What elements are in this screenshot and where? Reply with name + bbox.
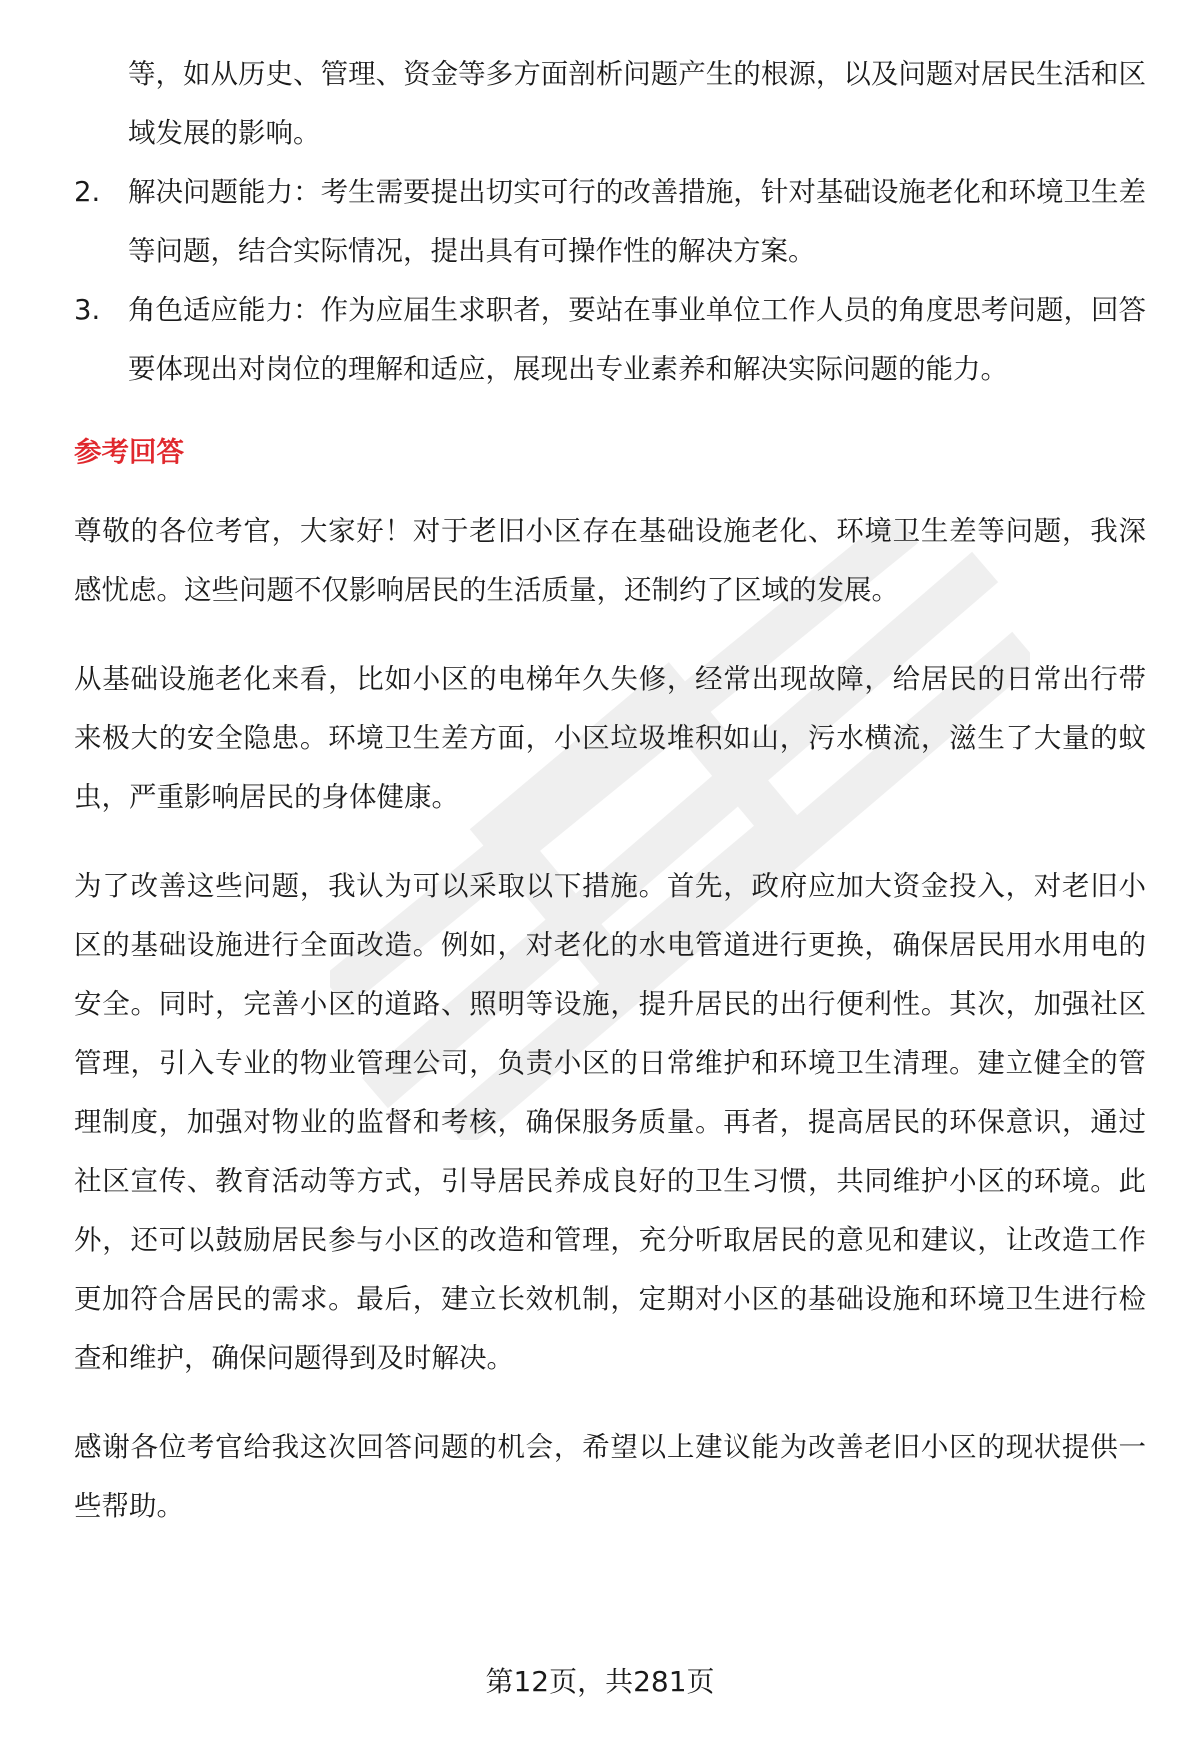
answer-paragraph: 感谢各位考官给我这次回答问题的机会，希望以上建议能为改善老旧小区的现状提供一些帮助。 (74, 1431, 1146, 1522)
answer-paragraph: 从基础设施老化来看，比如小区的电梯年久失修，经常出现故障，给居民的日常出行带来极大的安全隐患。环境卫生差方面，小区垃圾堆积如山，污水横流，滋生了大量的蚊虫，严重影响居民的身体健康。 (74, 663, 1146, 813)
list-number: 3. (74, 294, 101, 326)
section-heading: 参考回答 (74, 436, 184, 468)
intro-continuation: 等，如从历史、管理、资金等多方面剖析问题产生的根源，以及问题对居民生活和区域发展的影响。 (128, 58, 1146, 149)
list-number: 2. (74, 176, 101, 208)
list-text: 解决问题能力：考生需要提出切实可行的改善措施，针对基础设施老化和环境卫生差等问题，结合实际情况，提出具有可操作性的解决方案。 (128, 176, 1146, 267)
answer-paragraph: 为了改善这些问题，我认为可以采取以下措施。首先，政府应加大资金投入，对老旧小区的基础设施进行全面改造。例如，对老化的水电管道进行更换，确保居民用水用电的安全。同时，完善小区的道路、照明等设施，提升居民的出行便利性。其次，加强社区管理，引入专业的物业管理公司，负责小区的日常维护和环境卫生清理。建立健全的管理制度，加强对物业的监督和考核，确保服务质量。再者，提高居民的环保意识，通过社区宣传、教育活动等方式，引导居民养成良好的卫生习惯，共同维护小区的环境。此外，还可以鼓励居民参与小区的改造和管理，充分听取居民的意见和建议，让改造工作更加符合居民的需求。最后，建立长效机制，定期对小区的基础设施和环境卫生进行检查和维护，确保问题得到及时解决。 (74, 870, 1146, 1374)
list-item (74, 163, 1146, 281)
list-text: 角色适应能力：作为应届生求职者，要站在事业单位工作人员的角度思考问题，回答要体现出对岗位的理解和适应，展现出专业素养和解决实际问题的能力。 (128, 294, 1146, 385)
page-footer: 第12页，共281页 (485, 1665, 715, 1698)
document-page (74, 45, 1146, 1536)
list-item (74, 281, 1146, 399)
answer-paragraph: 尊敬的各位考官，大家好！对于老旧小区存在基础设施老化、环境卫生差等问题，我深感忧虑。这些问题不仅影响居民的生活质量，还制约了区域的发展。 (74, 515, 1146, 606)
